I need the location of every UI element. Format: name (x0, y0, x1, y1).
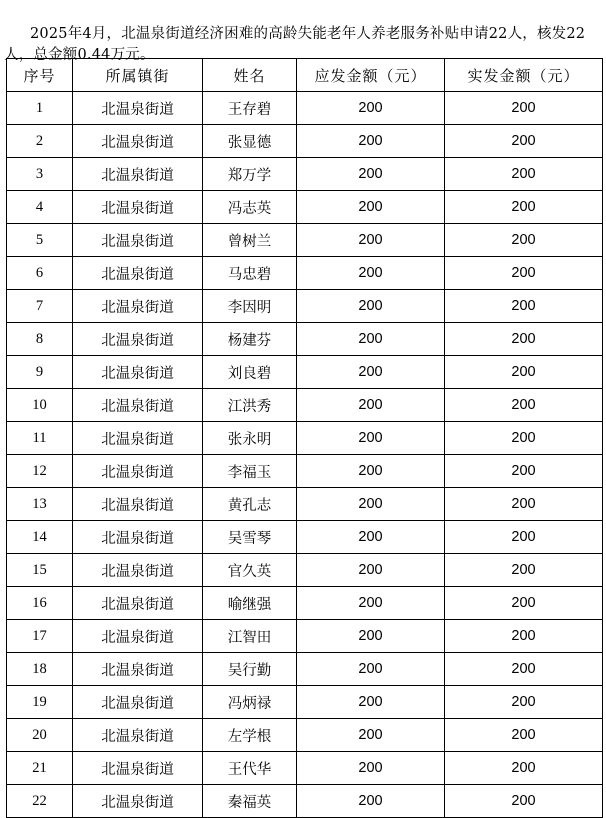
table-row (7, 422, 603, 455)
cell-index: 13 (7, 488, 73, 521)
cell-amount-paid: 200 (445, 224, 603, 257)
cell-name: 冯志英 (203, 191, 297, 224)
table-row (7, 257, 603, 290)
cell-index: 21 (7, 752, 73, 785)
table-row (7, 125, 603, 158)
cell-index: 22 (7, 785, 73, 818)
cell-amount-due: 200 (297, 620, 445, 653)
cell-town: 北温泉街道 (73, 554, 203, 587)
cell-amount-paid: 200 (445, 587, 603, 620)
cell-index: 17 (7, 620, 73, 653)
cell-index: 9 (7, 356, 73, 389)
cell-index: 1 (7, 92, 73, 125)
table-row (7, 653, 603, 686)
table-row (7, 389, 603, 422)
cell-amount-paid: 200 (445, 356, 603, 389)
cell-town: 北温泉街道 (73, 686, 203, 719)
header-cell-town: 所属镇街 (73, 59, 203, 92)
cell-amount-due: 200 (297, 125, 445, 158)
cell-index: 16 (7, 587, 73, 620)
cell-amount-paid: 200 (445, 488, 603, 521)
cell-name: 江智田 (203, 620, 297, 653)
cell-amount-due: 200 (297, 488, 445, 521)
table-row (7, 587, 603, 620)
cell-index: 2 (7, 125, 73, 158)
cell-amount-paid: 200 (445, 125, 603, 158)
cell-amount-paid: 200 (445, 290, 603, 323)
cell-amount-paid: 200 (445, 389, 603, 422)
cell-amount-due: 200 (297, 554, 445, 587)
cell-amount-paid: 200 (445, 455, 603, 488)
cell-name: 张永明 (203, 422, 297, 455)
cell-amount-paid: 200 (445, 719, 603, 752)
cell-town: 北温泉街道 (73, 521, 203, 554)
cell-amount-due: 200 (297, 356, 445, 389)
cell-name: 李福玉 (203, 455, 297, 488)
cell-index: 19 (7, 686, 73, 719)
table-row (7, 290, 603, 323)
cell-amount-paid: 200 (445, 323, 603, 356)
table-row (7, 620, 603, 653)
cell-amount-paid: 200 (445, 257, 603, 290)
cell-index: 7 (7, 290, 73, 323)
cell-town: 北温泉街道 (73, 158, 203, 191)
cell-town: 北温泉街道 (73, 785, 203, 818)
cell-index: 12 (7, 455, 73, 488)
cell-town: 北温泉街道 (73, 125, 203, 158)
cell-town: 北温泉街道 (73, 92, 203, 125)
table-row (7, 521, 603, 554)
cell-town: 北温泉街道 (73, 191, 203, 224)
cell-index: 20 (7, 719, 73, 752)
cell-amount-due: 200 (297, 224, 445, 257)
cell-town: 北温泉街道 (73, 257, 203, 290)
cell-name: 左学根 (203, 719, 297, 752)
cell-name: 王存碧 (203, 92, 297, 125)
cell-name: 江洪秀 (203, 389, 297, 422)
cell-index: 5 (7, 224, 73, 257)
cell-amount-paid: 200 (445, 191, 603, 224)
cell-town: 北温泉街道 (73, 422, 203, 455)
cell-amount-due: 200 (297, 191, 445, 224)
table-row (7, 92, 603, 125)
cell-name: 刘良碧 (203, 356, 297, 389)
cell-town: 北温泉街道 (73, 290, 203, 323)
cell-amount-paid: 200 (445, 752, 603, 785)
table-row (7, 323, 603, 356)
intro-paragraph: 2025年4月，北温泉街道经济困难的高龄失能老年人养老服务补贴申请22人，核发22人，总金额0.44万元。 (4, 25, 586, 63)
cell-name: 吴行勤 (203, 653, 297, 686)
header-cell-amount-due: 应发金额（元） (297, 59, 445, 92)
header-row (7, 59, 603, 92)
cell-amount-paid: 200 (445, 521, 603, 554)
cell-town: 北温泉街道 (73, 356, 203, 389)
cell-amount-paid: 200 (445, 158, 603, 191)
cell-name: 曾树兰 (203, 224, 297, 257)
table-body (7, 92, 603, 818)
cell-amount-paid: 200 (445, 422, 603, 455)
cell-amount-due: 200 (297, 455, 445, 488)
table-header (7, 59, 603, 92)
cell-amount-due: 200 (297, 323, 445, 356)
cell-amount-due: 200 (297, 686, 445, 719)
cell-amount-due: 200 (297, 290, 445, 323)
cell-town: 北温泉街道 (73, 752, 203, 785)
cell-town: 北温泉街道 (73, 620, 203, 653)
cell-amount-paid: 200 (445, 92, 603, 125)
table-row (7, 224, 603, 257)
cell-town: 北温泉街道 (73, 587, 203, 620)
cell-name: 冯炳禄 (203, 686, 297, 719)
cell-amount-due: 200 (297, 521, 445, 554)
table-row (7, 455, 603, 488)
cell-amount-due: 200 (297, 719, 445, 752)
cell-amount-due: 200 (297, 92, 445, 125)
table-row (7, 752, 603, 785)
cell-index: 4 (7, 191, 73, 224)
cell-index: 10 (7, 389, 73, 422)
cell-index: 6 (7, 257, 73, 290)
cell-amount-due: 200 (297, 422, 445, 455)
cell-name: 喻继强 (203, 587, 297, 620)
cell-amount-due: 200 (297, 587, 445, 620)
cell-amount-due: 200 (297, 257, 445, 290)
cell-name: 张显德 (203, 125, 297, 158)
cell-town: 北温泉街道 (73, 224, 203, 257)
cell-index: 18 (7, 653, 73, 686)
table-row (7, 686, 603, 719)
table-row (7, 785, 603, 818)
cell-name: 吴雪琴 (203, 521, 297, 554)
header-cell-index: 序号 (7, 59, 73, 92)
cell-amount-paid: 200 (445, 620, 603, 653)
cell-index: 8 (7, 323, 73, 356)
cell-name: 黄孔志 (203, 488, 297, 521)
cell-amount-paid: 200 (445, 554, 603, 587)
cell-town: 北温泉街道 (73, 323, 203, 356)
table-row (7, 191, 603, 224)
header-cell-name: 姓名 (203, 59, 297, 92)
cell-amount-due: 200 (297, 752, 445, 785)
cell-amount-due: 200 (297, 785, 445, 818)
table-row (7, 158, 603, 191)
cell-name: 李因明 (203, 290, 297, 323)
cell-amount-due: 200 (297, 653, 445, 686)
cell-name: 王代华 (203, 752, 297, 785)
header-cell-amount-paid: 实发金额（元） (445, 59, 603, 92)
cell-name: 秦福英 (203, 785, 297, 818)
cell-index: 3 (7, 158, 73, 191)
cell-name: 马忠碧 (203, 257, 297, 290)
cell-town: 北温泉街道 (73, 653, 203, 686)
cell-amount-paid: 200 (445, 785, 603, 818)
cell-town: 北温泉街道 (73, 455, 203, 488)
subsidy-table (6, 58, 603, 818)
cell-amount-due: 200 (297, 389, 445, 422)
cell-town: 北温泉街道 (73, 719, 203, 752)
cell-index: 14 (7, 521, 73, 554)
table-row (7, 488, 603, 521)
cell-name: 郑万学 (203, 158, 297, 191)
table-row (7, 356, 603, 389)
table-row (7, 719, 603, 752)
cell-amount-paid: 200 (445, 686, 603, 719)
cell-index: 11 (7, 422, 73, 455)
table-row (7, 554, 603, 587)
cell-name: 官久英 (203, 554, 297, 587)
cell-amount-due: 200 (297, 158, 445, 191)
cell-name: 杨建芬 (203, 323, 297, 356)
cell-town: 北温泉街道 (73, 389, 203, 422)
cell-amount-paid: 200 (445, 653, 603, 686)
cell-town: 北温泉街道 (73, 488, 203, 521)
cell-index: 15 (7, 554, 73, 587)
